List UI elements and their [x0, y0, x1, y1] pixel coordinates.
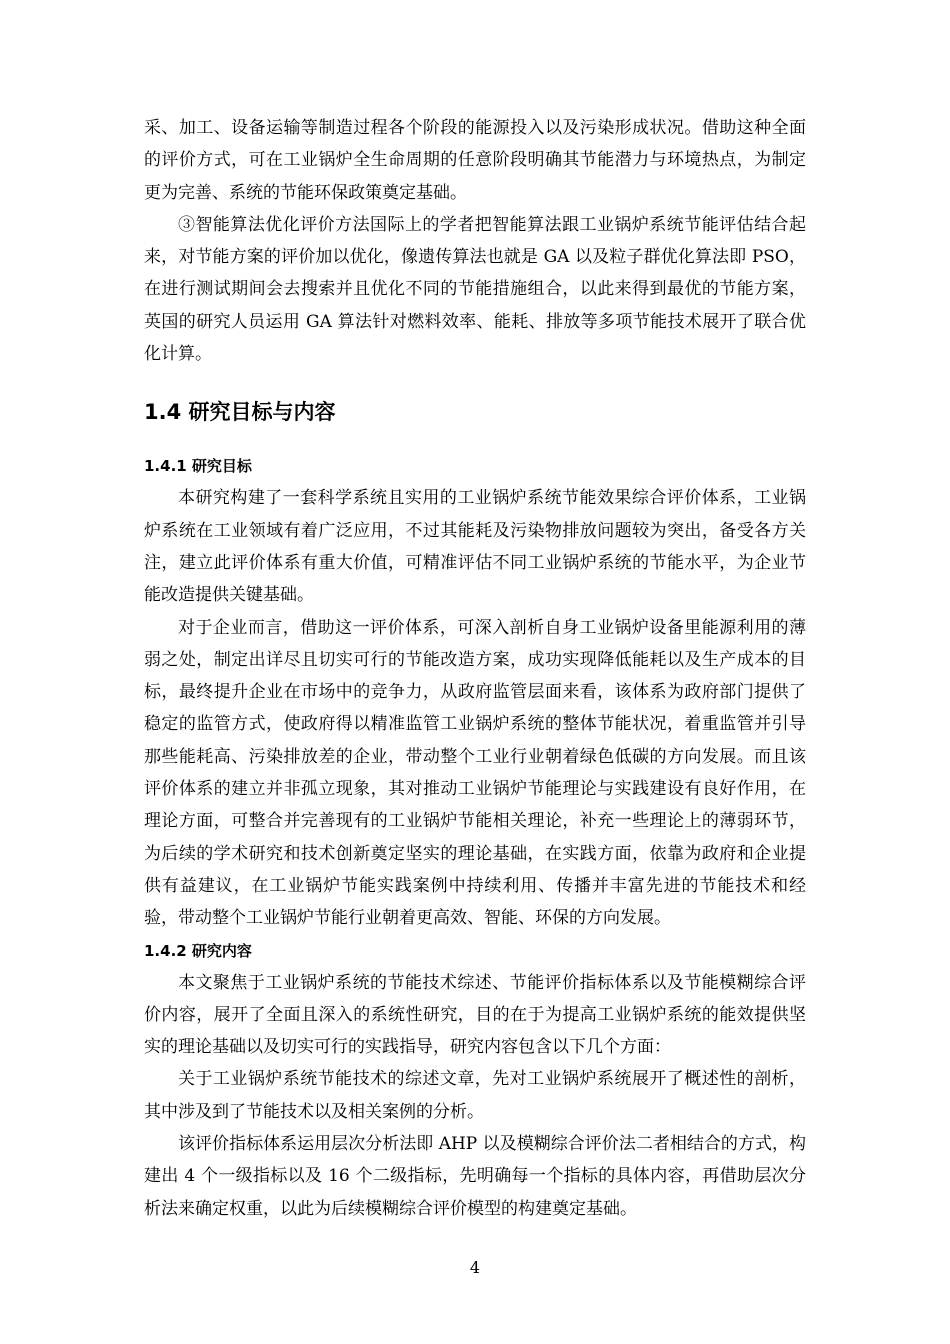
paragraph-research-content-3: 该评价指标体系运用层次分析法即 AHP 以及模糊综合评价法二者相结合的方式，构建出 4 个一级指标以及 16 个二级指标，先明确每一个指标的具体内容，再借助层次分析法来确定权重，以此为后续模糊综合评价模型的构建奠定基础。: [144, 1134, 806, 1219]
section-heading-1-4: 1.4 研究目标与内容: [144, 400, 336, 425]
paragraph-research-goal-1: 本研究构建了一套科学系统且实用的工业锅炉系统节能效果综合评价体系，工业锅炉系统在工业领域有着广泛应用，不过其能耗及污染物排放问题较为突出，备受各方关注，建立此评价体系有重大价值，可精准评估不同工业锅炉系统的节能水平，为企业节能改造提供关键基础。: [144, 488, 806, 606]
paragraph-continued: 采、加工、设备运输等制造过程各个阶段的能源投入以及污染形成状况。借助这种全面的评价方式，可在工业锅炉全生命周期的任意阶段明确其节能潜力与环境热点，为制定更为完善、系统的节能环保政策奠定基础。: [144, 118, 806, 203]
paragraph-intelligent-algorithm: ③智能算法优化评价方法国际上的学者把智能算法跟工业锅炉系统节能评估结合起来，对节能方案的评价加以优化，像遗传算法也就是 GA 以及粒子群优化算法即 PSO，在进行测试期间会去搜索并且优化不同的节能措施组合，以此来得到最优的节能方案，英国的研究人员运用 GA 算法针对燃料效率、能耗、排放等多项节能技术展开了联合优化计算。: [144, 214, 806, 365]
paragraph-research-content-1: 本文聚焦于工业锅炉系统的节能技术综述、节能评价指标体系以及节能模糊综合评价内容，展开了全面且深入的系统性研究，目的在于为提高工业锅炉系统的能效提供坚实的理论基础以及切实可行的实践指导，研究内容包含以下几个方面：: [144, 972, 806, 1058]
paragraph-research-content-2: 关于工业锅炉系统节能技术的综述文章，先对工业锅炉系统展开了概述性的剖析，其中涉及到了节能技术以及相关案例的分析。: [144, 1069, 806, 1122]
page-number: 4: [469, 1258, 481, 1277]
paragraph-research-goal-2: 对于企业而言，借助这一评价体系，可深入剖析自身工业锅炉设备里能源利用的薄弱之处，制定出详尽且切实可行的节能改造方案，成功实现降低能耗以及生产成本的目标，最终提升企业在市场中的竞争力，从政府监管层面来看，该体系为政府部门提供了稳定的监管方式，使政府得以精准监管工业锅炉系统的整体节能状况，着重监管并引导那些能耗高、污染排放差的企业，带动整个工业行业朝着绿色低碳的方向发展。而且该评价体系的建立并非孤立现象，其对推动工业锅炉节能理论与实践建设有良好作用，在理论方面，可整合并完善现有的工业锅炉节能相关理论，补充一些理论上的薄弱环节，为后续的学术研究和技术创新奠定坚实的理论基础，在实践方面，依靠为政府和企业提供有益建议，在工业锅炉节能实践案例中持续利用、传播并丰富先进的节能技术和经验，带动整个工业锅炉节能行业朝着更高效、智能、环保的方向发展。: [144, 617, 806, 929]
page-body: [144, 112, 806, 1225]
subsection-heading-1-4-1: 1.4.1 研究目标: [144, 457, 252, 476]
subsection-heading-1-4-2: 1.4.2 研究内容: [144, 941, 252, 960]
